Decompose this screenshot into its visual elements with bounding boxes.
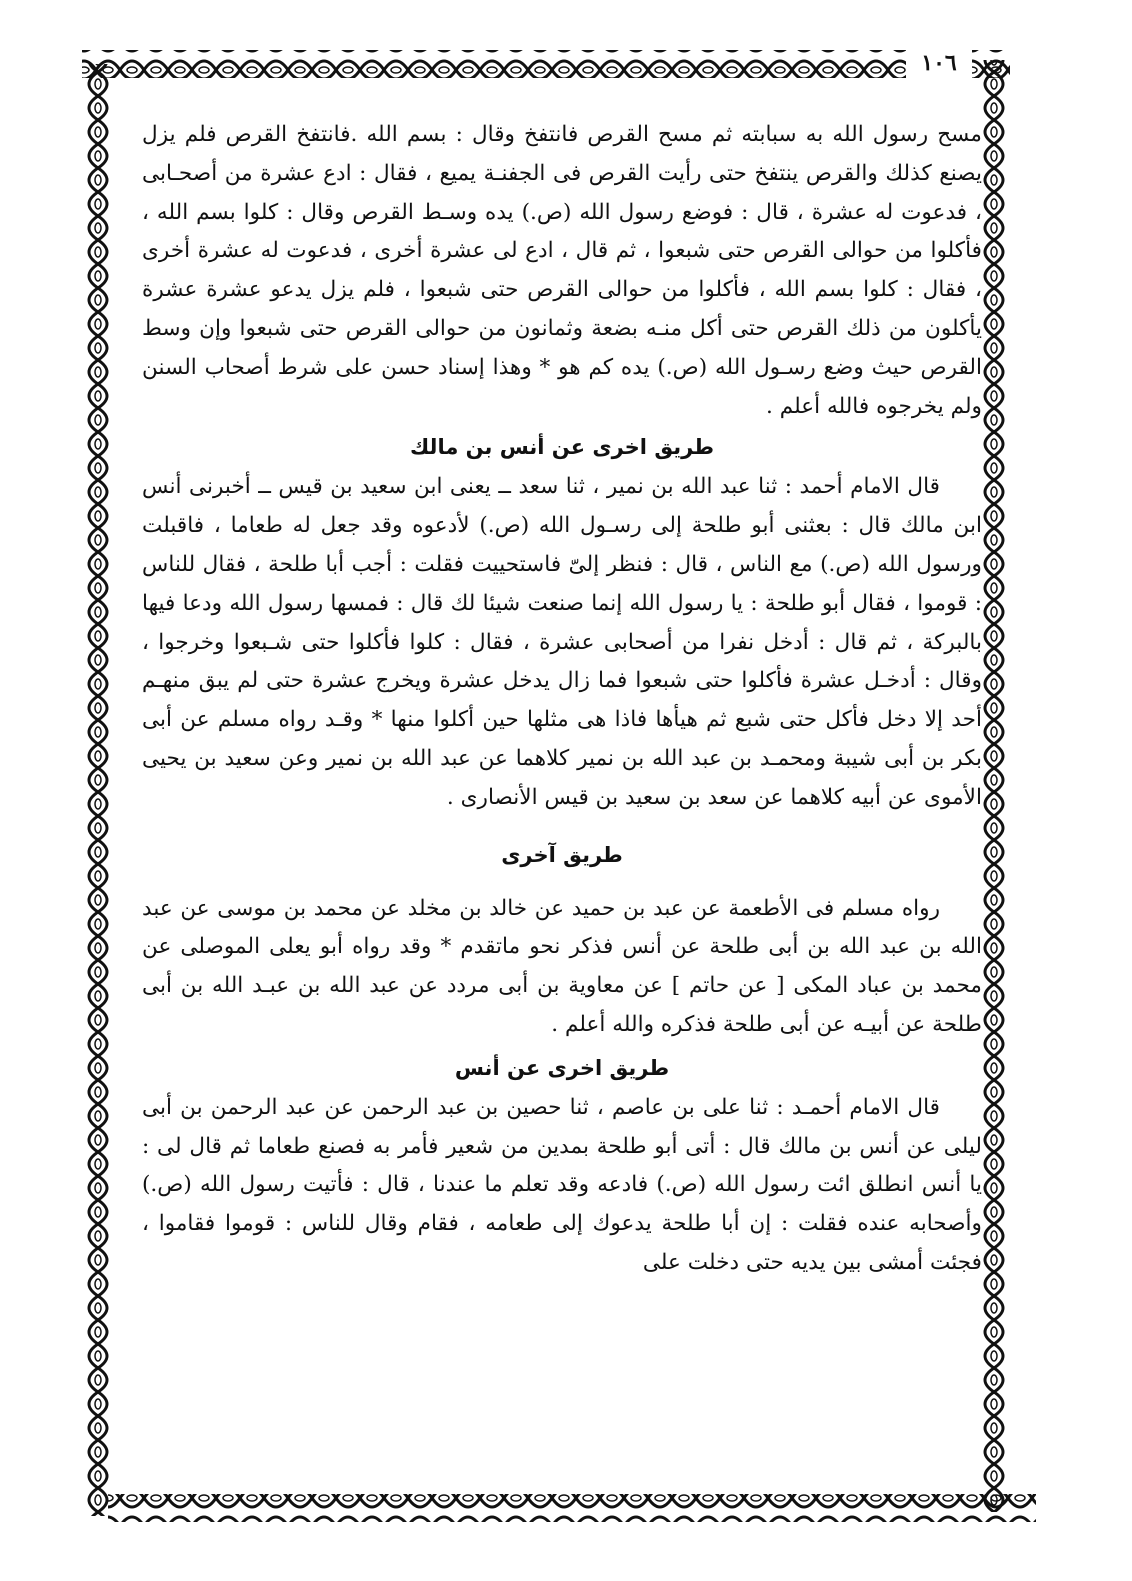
- paragraph-3: رواه مسلم فى الأطعمة عن عبد بن حميد عن خالد بن مخلد عن محمد بن موسى عن عبد الله بن عبد الله بن أبى طلحة عن أنس فذكر نحو ماتقدم * وقد رواه أبو يعلى الموصلى عن محمد بن عباد المكى [ عن حاتم ] عن معاوية بن أبى مردد عن عبد الله بن عبـد الله بن أبى طلحة عن أبيـه عن أبى طلحة فذكره والله أعلم .: [142, 895, 982, 1037]
- paragraph-4: قال الامام أحمـد : ثنا على بن عاصم ، ثنا حصين بن عبد الرحمن عن عبد الرحمن بن أبى ليلى عن أنس بن مالك قال : أتى أبو طلحة بمدين من شعير فأمر به فصنع طعاما ثم قال لى : يا أنس انطلق ائت رسول الله (ص.) فادعه وقد تعلم ما عندنا ، قال : فأتيت رسول الله (ص.) وأصحابه عنده فقلت : إن أبا طلحة يدعوك إلى طعامه ، فقام وقال للناس : قوموا فقاموا ، فجئت أمشى بين يديه حتى دخلت على: [142, 1094, 982, 1275]
- paragraph-1: مسح رسول الله به سبابته ثم مسح القرص فانتفخ وقال : بسم الله .فانتفخ القرص فلم يزل يصنع كذلك والقرص ينتفخ حتى رأيت القرص فى الجفنـة يميع ، فقال : ادع عشرة من أصحـابى ، فدعوت له عشرة ، قال : فوضع رسول الله (ص.) يده وسـط القرص وقال : كلوا بسم الله ، فأكلوا من حوالى القرص حتى شبعوا ، ثم قال ، ادع لى عشرة أخرى ، فدعوت له عشرة أخرى ، فقال : كلوا بسم الله ، فأكلوا من حوالى القرص حتى شبعوا ، فلم يزل يدعو عشرة عشرة يأكلون من ذلك القرص حتى أكل منـه بضعة وثمانون من حوالى القرص حتى شبعوا وإن وسط القرص حيث وضع رسـول الله (ص.) يده كم هو * وهذا إسناد حسن على شرط أصحاب السنن ولم يخرجوه فالله أعلم .: [142, 122, 982, 419]
- section-heading-1: طريق اخرى عن أنس بن مالك: [410, 435, 714, 460]
- section-heading-3: طريق اخرى عن أنس: [454, 1055, 670, 1080]
- section-heading-2: طريق آخرى: [501, 842, 623, 867]
- page-number: ١٠٦: [906, 48, 972, 78]
- page-body: [142, 116, 982, 1283]
- paragraph-2: قال الامام أحمد : ثنا عبد الله بن نمير ، ثنا سعد ــ يعنى ابن سعيد بن قيس ــ أخبرنى أنس ابن مالك قال : بعثنى أبو طلحة إلى رسـول الله (ص.) لأدعوه وقد جعل له طعاما ، فاقبلت ورسول الله (ص.) مع الناس ، قال : فنظر إلىّ فاستحييت فقلت : أجب أبا طلحة ، فقال للناس : قوموا ، فقال أبو طلحة : يا رسول الله إنما صنعت شيئا لك قال : فمسها رسول الله ودعا فيها بالبركة ، ثم قال : أدخل نفرا من أصحابى عشرة ، فقال : كلوا فأكلوا حتى شـبعوا وخرجوا ، وقال : أدخـل عشرة فأكلوا حتى شبعوا فما زال يدخل عشرة ويخرج عشرة حتى لم يبق منهـم أحد إلا دخل فأكل حتى شبع ثم هيأها فاذا هى مثلها حين أكلوا منها * وقـد رواه مسلم عن أبى بكر بن أبى شيبة ومحمـد بن عبد الله بن نمير كلاهما عن عبد الله بن نمير وعن سعيد بن يحيى الأموى عن أبيه كلاهما عن سعد بن سعيد بن قيس الأنصارى .: [142, 474, 982, 810]
